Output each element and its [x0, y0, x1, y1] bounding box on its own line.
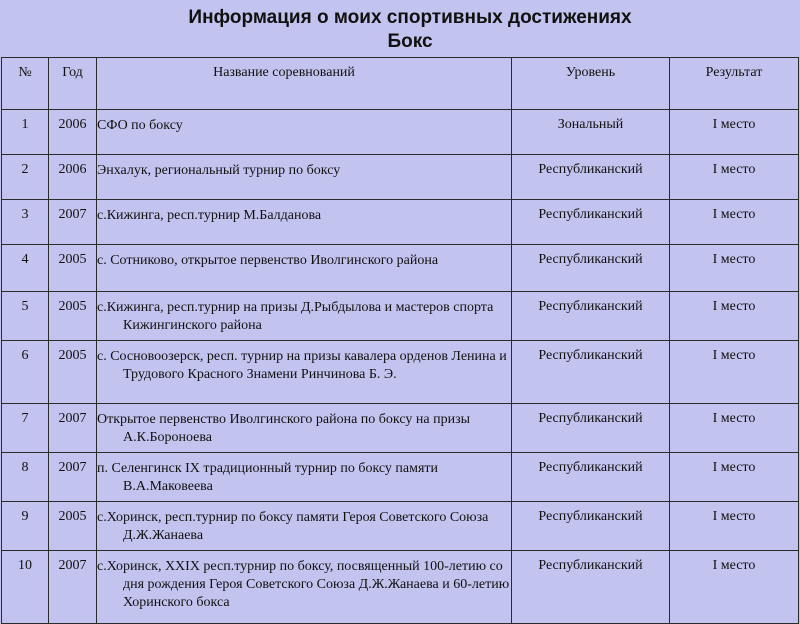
cell-name-text: Энхалук, региональный турнир по боксу	[97, 163, 341, 178]
cell-name	[97, 404, 512, 453]
cell-level: Республиканский	[512, 551, 670, 624]
cell-name-text: п. Селенгинск IX традиционный турнир по боксу памяти В.А.Маковеева	[97, 461, 439, 494]
cell-num: 6	[2, 341, 49, 404]
cell-year: 2006	[49, 155, 97, 200]
table-row	[2, 453, 799, 502]
cell-name	[97, 551, 512, 624]
cell-name	[97, 341, 512, 404]
header-num: №	[2, 58, 49, 110]
cell-year: 2007	[49, 551, 97, 624]
table-row	[2, 292, 799, 341]
table-row	[2, 551, 799, 624]
header-year: Год	[49, 58, 97, 110]
cell-name-text: с.Хоринск, XXIX респ.турнир по боксу, посвященный 100-летию со дня рождения Героя Советского Союза Д.Ж.Жанаева и 60-летию Хоринского бокса	[97, 559, 510, 610]
cell-year: 2007	[49, 404, 97, 453]
cell-level: Республиканский	[512, 341, 670, 404]
cell-num: 4	[2, 245, 49, 292]
cell-result: I место	[670, 292, 799, 341]
header-name: Название соревнований	[97, 58, 512, 110]
cell-result: I место	[670, 453, 799, 502]
cell-result: I место	[670, 245, 799, 292]
header-level: Уровень	[512, 58, 670, 110]
cell-year: 2005	[49, 502, 97, 551]
achievements-table	[1, 57, 799, 624]
cell-level: Республиканский	[512, 200, 670, 245]
cell-result: I место	[670, 551, 799, 624]
cell-level: Республиканский	[512, 404, 670, 453]
cell-level: Республиканский	[512, 292, 670, 341]
cell-year: 2005	[49, 245, 97, 292]
cell-year: 2005	[49, 292, 97, 341]
cell-num: 9	[2, 502, 49, 551]
table-row	[2, 110, 799, 155]
cell-year: 2006	[49, 110, 97, 155]
cell-year: 2007	[49, 200, 97, 245]
cell-name-text: с.Хоринск, респ.турнир по боксу памяти Героя Советского Союза Д.Ж.Жанаева	[97, 510, 489, 543]
cell-num: 2	[2, 155, 49, 200]
cell-name-text: с.Кижинга, респ.турнир М.Балданова	[97, 208, 322, 223]
cell-name	[97, 110, 512, 155]
table-row	[2, 341, 799, 404]
cell-level: Республиканский	[512, 502, 670, 551]
cell-name	[97, 292, 512, 341]
cell-name-text: СФО по боксу	[97, 118, 183, 133]
cell-num: 3	[2, 200, 49, 245]
cell-result: I место	[670, 341, 799, 404]
cell-level: Республиканский	[512, 245, 670, 292]
cell-level: Республиканский	[512, 453, 670, 502]
cell-name-text: с.Кижинга, респ.турнир на призы Д.Рыбдылова и мастеров спорта Кижингинского района	[97, 300, 494, 333]
cell-year: 2007	[49, 453, 97, 502]
cell-num: 8	[2, 453, 49, 502]
cell-name-text: Открытое первенство Иволгинского района по боксу на призы А.К.Бороноева	[97, 412, 471, 445]
cell-num: 7	[2, 404, 49, 453]
table-row	[2, 200, 799, 245]
cell-result: I место	[670, 155, 799, 200]
cell-name-text: с. Сосновоозерск, респ. турнир на призы кавалера орденов Ленина и Трудового Красного Знамени Ринчинова Б. Э.	[97, 349, 507, 382]
cell-num: 5	[2, 292, 49, 341]
cell-level: Республиканский	[512, 155, 670, 200]
header-result: Результат	[670, 58, 799, 110]
table-row	[2, 502, 799, 551]
cell-name	[97, 200, 512, 245]
cell-result: I место	[670, 404, 799, 453]
cell-level: Зональный	[512, 110, 670, 155]
cell-num: 1	[2, 110, 49, 155]
cell-year: 2005	[49, 341, 97, 404]
cell-result: I место	[670, 502, 799, 551]
cell-result: I место	[670, 110, 799, 155]
cell-num: 10	[2, 551, 49, 624]
header-row	[2, 58, 799, 110]
table-row	[2, 245, 799, 292]
cell-name	[97, 453, 512, 502]
table-row	[2, 404, 799, 453]
page-title	[0, 6, 800, 54]
table-row	[2, 155, 799, 200]
title-line-2: Бокс	[387, 31, 433, 52]
cell-name	[97, 245, 512, 292]
title-line-1: Информация о моих спортивных достижениях	[188, 7, 632, 28]
cell-result: I место	[670, 200, 799, 245]
cell-name	[97, 155, 512, 200]
cell-name	[97, 502, 512, 551]
cell-name-text: с. Сотниково, открытое первенство Иволгинского района	[97, 253, 439, 268]
